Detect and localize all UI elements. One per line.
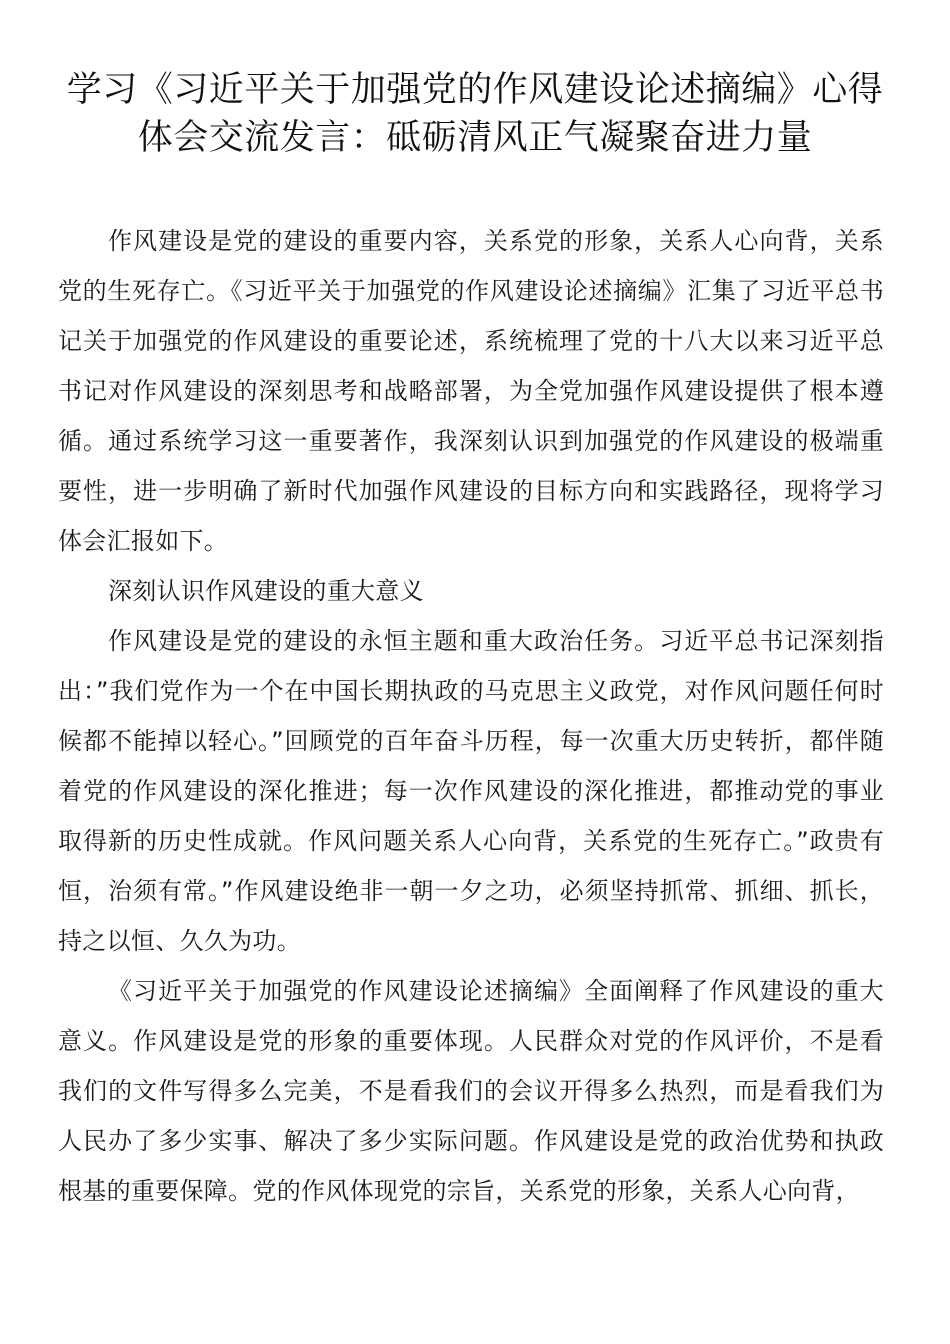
document-body [58, 216, 884, 1216]
paragraph-significance: 作风建设是党的建设的永恒主题和重大政治任务。习近平总书记深刻指出：”我们党作为一个在中国长期执政的马克思主义政党，对作风问题任何时候都不能掉以轻心。”回顾党的百年奋斗历程，每一次重大历史转折，都伴随着党的作风建设的深化推进；每一次作风建设的深化推进，都推动党的事业取得新的历史性成就。作风问题关系人心向背，关系党的生死存亡。”政贵有恒，治须有常。”作风建设绝非一朝一夕之功，必须坚持抓常、抓细、抓长，持之以恒、久久为功。 [58, 627, 884, 955]
section-heading: 深刻认识作风建设的重大意义 [108, 577, 424, 605]
paragraph-intro: 作风建设是党的建设的重要内容，关系党的形象，关系人心向背，关系党的生死存亡。《习近平关于加强党的作风建设论述摘编》汇集了习近平总书记关于加强党的作风建设的重要论述，系统梳理了党的十八大以来习近平总书记对作风建设的深刻思考和战略部署，为全党加强作风建设提供了根本遵循。通过系统学习这一重要著作，我深刻认识到加强党的作风建设的极端重要性，进一步明确了新时代加强作风建设的目标方向和实践路径，现将学习体会汇报如下。 [58, 227, 884, 555]
document-title: 学习《习近平关于加强党的作风建设论述摘编》心得体会交流发言：砥砺清风正气凝聚奋进力量 [66, 70, 884, 158]
paragraph-compilation: 《习近平关于加强党的作风建设论述摘编》全面阐释了作风建设的重大意义。作风建设是党的形象的重要体现。人民群众对党的作风评价，不是看我们的文件写得多么完美，不是看我们的会议开得多么热烈，而是看我们为人民办了多少实事、解决了多少实际问题。作风建设是党的政治优势和执政根基的重要保障。党的作风体现党的宗旨，关系党的形象，关系人心向背， [58, 977, 884, 1205]
